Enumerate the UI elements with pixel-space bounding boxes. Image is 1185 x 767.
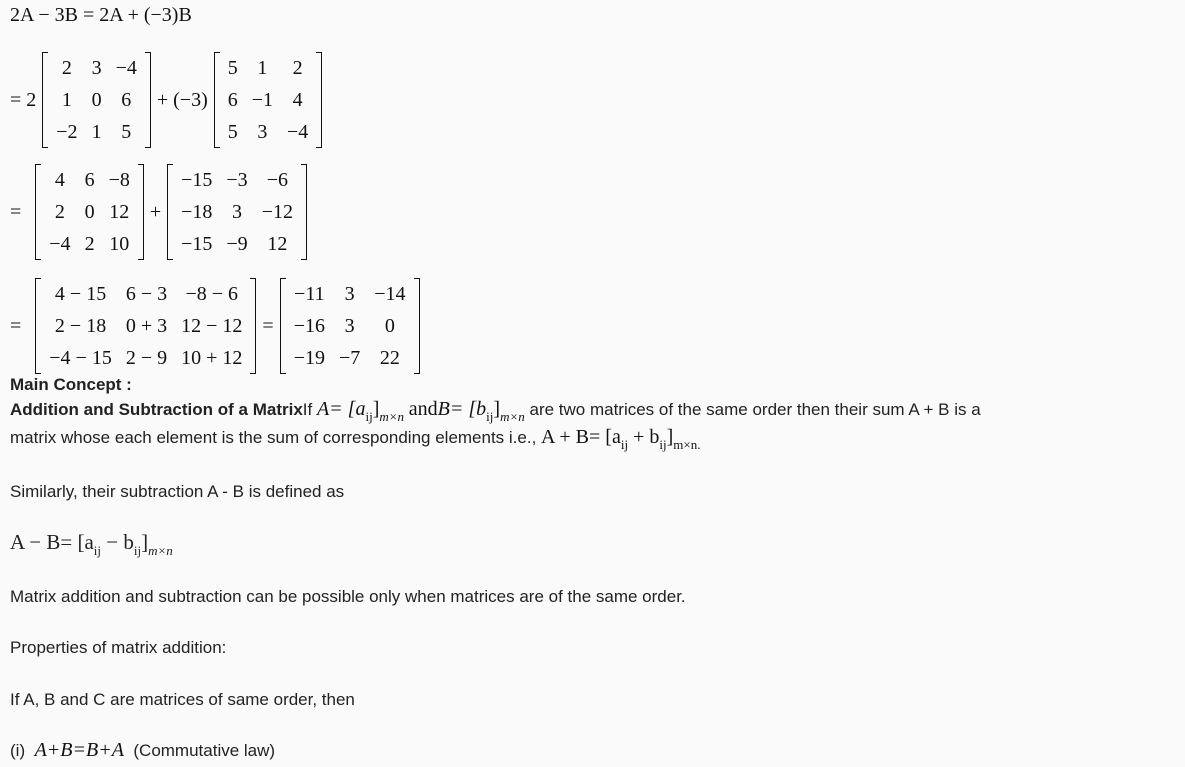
subtraction-definition: $A - B= [a_{ij} - b_{ij}]_{m\times n}$: [10, 530, 173, 558]
matrix-cell: 4 − 15: [54, 283, 107, 305]
step3-operator: =: [262, 314, 274, 337]
matrix-row: [42, 278, 249, 310]
matrix-cell: 0: [384, 315, 395, 337]
matrix-cell: 6: [227, 89, 238, 111]
matrix-row: [174, 228, 300, 260]
matrix-cell: 3: [91, 57, 102, 79]
matrix-result: [280, 278, 420, 374]
matrix-cell: −4: [115, 57, 137, 79]
matrix-row: [221, 52, 316, 84]
law-number: (i): [10, 741, 26, 760]
matrix-row: [221, 116, 316, 148]
matrix-cell: 4: [292, 89, 303, 111]
matrix-cell: −1: [251, 89, 274, 111]
matrix-cell: 3: [344, 283, 355, 305]
matrix-cell: 5: [227, 121, 238, 143]
matrix-row: [49, 52, 144, 84]
matrix-row: [287, 278, 413, 310]
matrix-cell: −7: [338, 347, 361, 369]
step3-lead: =: [10, 314, 22, 337]
equation-step-3: [10, 278, 420, 374]
matrix-cell: 1: [61, 89, 72, 111]
equation-line-1: 2A − 3B = 2A + (−3)B: [10, 4, 192, 26]
a-definition: $A= [a_{ij}]_{m\times n}$: [316, 398, 405, 424]
matrix-cell: 12 − 12: [181, 315, 243, 337]
matrix-cell: 4: [54, 169, 65, 191]
matrix-cell: −12: [261, 201, 293, 223]
matrix-cell: 6: [121, 89, 132, 111]
matrix-cell: −4 − 15: [49, 347, 112, 369]
matrix-cell: −18: [181, 201, 213, 223]
step2-lead: =: [10, 200, 22, 223]
concept-line-2: [10, 426, 700, 453]
matrix-row: [49, 84, 144, 116]
matrix-cell: 5: [121, 121, 132, 143]
matrix-row: [42, 196, 137, 228]
matrix-row: [174, 164, 300, 196]
matrix-cell: 3: [344, 315, 355, 337]
matrix-row: [42, 342, 249, 374]
matrix-row: [287, 342, 413, 374]
same-order-note: Matrix addition and subtraction can be possible only when matrices are of the same order.: [10, 587, 686, 606]
matrix-row: [42, 164, 137, 196]
matrix-cell: 3: [257, 121, 268, 143]
matrix-cell: 6 − 3: [125, 283, 168, 305]
matrix-cell: 2: [61, 57, 72, 79]
matrix-cell: −8 − 6: [185, 283, 239, 305]
matrix-cell: 2: [292, 57, 303, 79]
law-name: (Commutative law): [133, 741, 276, 760]
properties-condition: If A, B and C are matrices of same order, then: [10, 690, 355, 709]
concept-title: Addition and Subtraction of a Matrix: [10, 400, 303, 419]
matrix-cell: −8: [108, 169, 130, 191]
matrix-cell: 22: [379, 347, 400, 369]
matrix-cell: −16: [293, 315, 325, 337]
matrix-2a: [35, 164, 144, 260]
sum-definition: $A + B= [a_{ij} + b_{ij}]_{m\times n.}$: [541, 426, 701, 452]
matrix-cell: −11: [294, 283, 325, 305]
matrix-neg3b: [167, 164, 307, 260]
matrix-row: [42, 228, 137, 260]
matrix-cell: 2 − 9: [125, 347, 168, 369]
matrix-cell: 2: [84, 233, 95, 255]
matrix-cell: −4: [49, 233, 71, 255]
matrix-cell: −4: [287, 121, 309, 143]
matrix-cell: 12: [267, 233, 288, 255]
step1-operator: + (−3): [156, 88, 208, 111]
matrix-cell: −15: [181, 169, 213, 191]
matrix-row: [174, 196, 300, 228]
properties-heading: Properties of matrix addition:: [10, 638, 227, 657]
matrix-row: [287, 310, 413, 342]
matrix-cell: 6: [84, 169, 95, 191]
matrix-cell: 1: [257, 57, 268, 79]
matrix-b: [214, 52, 323, 148]
matrix-cell: 3: [232, 201, 243, 223]
commutative-law: [10, 739, 275, 762]
matrix-cell: −3: [226, 169, 248, 191]
concept-line-1: [10, 398, 981, 425]
matrix-cell: −14: [374, 283, 406, 305]
equation-step-2: [10, 164, 307, 260]
matrix-cell: 5: [227, 57, 238, 79]
matrix-element-sums: [35, 278, 256, 374]
equation-step-1: [10, 52, 322, 148]
matrix-cell: 0 + 3: [125, 315, 168, 337]
matrix-cell: −15: [181, 233, 213, 255]
matrix-row: [42, 310, 249, 342]
matrix-cell: 0: [84, 201, 95, 223]
law-expression: A+B=B+A: [34, 739, 124, 761]
concept-rest-line-1: are two matrices of the same order then their sum A + B is a: [529, 400, 981, 419]
matrix-cell: 2: [54, 201, 65, 223]
main-concept-heading: Main Concept :: [10, 375, 132, 394]
matrix-cell: −19: [293, 347, 325, 369]
matrix-cell: 12: [109, 201, 130, 223]
concept-line-2-text: matrix whose each element is the sum of corresponding elements i.e.,: [10, 428, 537, 447]
matrix-a: [42, 52, 151, 148]
matrix-cell: 1: [91, 121, 102, 143]
matrix-cell: −2: [56, 121, 78, 143]
matrix-cell: −9: [226, 233, 248, 255]
matrix-cell: 0: [91, 89, 102, 111]
b-definition: $B= [b_{ij}]_{m\times n}$: [437, 398, 525, 424]
matrix-row: [221, 84, 316, 116]
matrix-cell: 10: [109, 233, 130, 255]
matrix-row: [49, 116, 144, 148]
subtraction-intro: Similarly, their subtraction A - B is defined as: [10, 482, 345, 501]
step2-operator: +: [149, 200, 162, 223]
step1-lead: = 2: [10, 88, 37, 111]
concept-if: If: [302, 400, 313, 419]
matrix-cell: −6: [266, 169, 288, 191]
matrix-cell: 2 − 18: [54, 315, 107, 337]
and-word: and: [408, 398, 438, 420]
matrix-cell: 10 + 12: [181, 347, 243, 369]
